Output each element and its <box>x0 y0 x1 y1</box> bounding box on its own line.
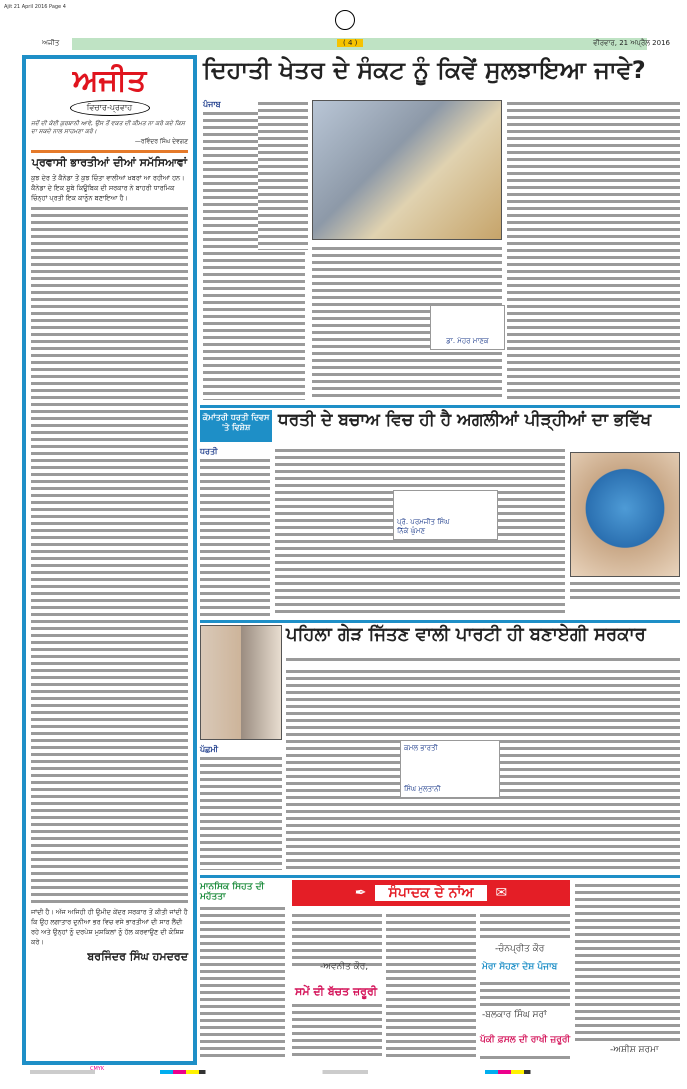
article3-dropword: ਪੱਛਮੀ <box>200 745 219 754</box>
article3-subline <box>286 656 680 662</box>
letter-body <box>292 1002 382 1060</box>
section-name: ਅਜੀਤ <box>42 39 60 47</box>
quote-author: —ਰਵਿੰਦਰ ਸਿੰਘ ਦੇਵਗਣ <box>134 138 188 145</box>
article1-photo <box>312 100 502 240</box>
article1-body <box>507 100 680 400</box>
letter-title: ਸਮੇਂ ਦੀ ਬੱਚਤ ਜ਼ਰੂਰੀ <box>295 985 378 998</box>
article1-byline <box>430 305 505 350</box>
editorial-closing: ਜਾਂਦੀ ਹੈ। ਅੱਜ ਅਜਿਹੀ ਹੀ ਉਮੀਦ ਕੇਂਦਰ ਸਰਕਾਰ ਤੋਂ ਕੀਤੀ ਜਾਂਦੀ ਹੈ ਕਿ ਉਹ ਲਗਾਤਾਰ ਦੁਨੀਆ ਭਰ ਵਿਚ ਵਸੇ ਭਾਰਤੀਆਂ ਦੀ ਸਾਰ ਲੈਂਦੀ ਰਹੇ ਅਤੇ ਉਨ੍ਹਾਂ ਨੂੰ ਦਰਪੇਸ਼ ਮੁਸ਼ਕਿਲਾਂ ਨੂੰ ਹੱਲ ਕਰਵਾਉਣ ਦੀ ਕੋਸ਼ਿਸ਼ ਕਰੇ। <box>31 907 188 946</box>
registration-mark-icon <box>335 10 355 30</box>
mental-health-title: ਮਾਨਸਿਕ ਸਿਹਤ ਦੀ ਮਹੱਤਤਾ <box>200 882 265 902</box>
editorial-box <box>22 55 197 1065</box>
letter-body <box>575 882 680 1042</box>
page-header-strip <box>22 38 680 50</box>
divider <box>200 620 680 623</box>
mental-health-body <box>200 905 285 1060</box>
article3-headline: ਪਹਿਲਾ ਗੇੜ ਜਿੱਤਣ ਵਾਲੀ ਪਾਰਟੀ ਹੀ ਬਣਾਏਗੀ ਸਰਕਾਰ <box>286 624 646 645</box>
article2-dropword: ਧਰਤੀ <box>200 447 218 456</box>
letters-banner-title: ਸੰਪਾਦਕ ਦੇ ਨਾਂਅ <box>375 885 488 901</box>
issue-date: ਵੀਰਵਾਰ, 21 ਅਪ੍ਰੈਲ 2016 <box>593 39 670 47</box>
letter-signature: -ਬਲਕਾਰ ਸਿੰਘ ਸਰਾਂ <box>482 1010 547 1020</box>
pen-icon: ✒ <box>354 885 367 901</box>
earth-day-kicker: ਕੌਮਾਂਤਰੀ ਧਰਤੀ ਦਿਵਸ 'ਤੇ ਵਿਸ਼ੇਸ਼ <box>200 410 272 442</box>
cmyk-label: CMYK <box>90 1066 105 1072</box>
article2-body <box>200 457 270 617</box>
article1-headline: ਦਿਹਾਤੀ ਖੇਤਰ ਦੇ ਸੰਕਟ ਨੂੰ ਕਿਵੇਂ ਸੁਲਝਾਇਆ ਜਾਵੇ? <box>203 56 646 84</box>
editorial-author: ਬਰਜਿੰਦਰ ਸਿੰਘ ਹਮਦਰਦ <box>87 949 188 963</box>
article2-headline: ਧਰਤੀ ਦੇ ਬਚਾਅ ਵਿਚ ਹੀ ਹੈ ਅਗਲੀਆਂ ਪੀੜ੍ਹੀਆਂ ਦਾ ਭਵਿੱਖ <box>278 410 652 430</box>
article1-dropword: ਪੰਜਾਬ <box>203 100 221 109</box>
article2-photo <box>570 452 680 577</box>
divider <box>200 405 680 408</box>
letters-banner <box>292 880 570 906</box>
editorial-lead: ਕੁਝ ਦੇਰ ਤੋਂ ਕੈਨੇਡਾ ਤੋਂ ਕੁਝ ਚਿੰਤਾ ਵਾਲੀਆਂ ਖ਼ਬਰਾਂ ਆ ਰਹੀਆਂ ਹਨ। ਕੈਨੇਡਾ ਦੇ ਇਕ ਸੂਬੇ ਕਿਊਬਿਕ ਦੀ ਸਰਕਾਰ ਨੇ ਬਾਹਰੀ ਧਾਰਮਿਕ ਚਿੰਨ੍ਹਾਂ ਪ੍ਰਤੀ ਇਕ ਕਾਨੂੰਨ ਬਣਾਇਆ ਹੈ। <box>31 173 185 202</box>
editorial-title: ਪ੍ਰਵਾਸੀ ਭਾਰਤੀਆਂ ਦੀਆਂ ਸਮੱਸਿਆਵਾਂ <box>31 156 188 169</box>
byline-name: ਸਿੰਘ ਮੁਲਤਾਨੀ <box>404 785 441 793</box>
page-number: ( 4 ) <box>337 39 363 47</box>
letter-body <box>480 1054 570 1062</box>
letter-signature: -ਅਵਨੀਤ ਕੌਰ, <box>320 962 369 972</box>
article2-byline <box>393 490 498 540</box>
letter-body <box>480 912 570 942</box>
article2-body <box>570 580 680 600</box>
letter-body <box>292 912 382 967</box>
article1-body <box>258 100 308 250</box>
quote: ਜਦੋਂ ਦੀ ਕੋਈ ਕੁਰਬਾਨੀ ਆਵੇ, ਉਸ ਤੋਂ ਵਕਤ ਦੀ ਕੀਮਤ ਨਾ ਕਰੋ ਕਦੇ ਕਿਸ ਦਾ ਸਕਦੇ ਨਾਲ ਸਾਹਮਣਾ ਕਰੋ। <box>31 120 185 135</box>
letter-body <box>480 980 570 1008</box>
letter-signature: -ਅਸ਼ੀਸ਼ ਸ਼ਰਮਾ <box>610 1045 659 1055</box>
envelope-icon: ✉ <box>495 885 508 901</box>
byline-name: ਡਾ. ਮੇਹਰ ਮਾਣਕ <box>446 337 489 345</box>
print-slug: Ajit 21 April 2016 Page 4 <box>4 4 66 10</box>
editorial-body <box>31 205 188 905</box>
article3-byline <box>400 740 500 798</box>
ajit-logo: ਅਜੀਤ <box>72 63 147 98</box>
divider <box>200 875 680 878</box>
article3-body <box>200 755 282 870</box>
letter-body <box>386 912 476 1060</box>
divider <box>31 150 188 153</box>
article3-photo <box>200 625 282 740</box>
letter-title: ਮੇਰਾ ਸੋਹਣਾ ਦੇਸ਼ ਪੰਜਾਬ <box>482 962 558 972</box>
letter-signature: -ਚੰਨਪ੍ਰੀਤ ਕੌਰ <box>495 944 545 954</box>
letter-title: ਪੱਕੀ ਫ਼ਸਲ ਦੀ ਰਾਖੀ ਜ਼ਰੂਰੀ <box>480 1035 571 1045</box>
color-bar <box>30 1070 680 1074</box>
byline-name: ਕਮਲ ਭਾਰਤੀ <box>404 744 438 752</box>
vichar-badge: ਵਿਚਾਰ-ਪ੍ਰਵਾਹ <box>70 100 150 116</box>
byline-name: ਪ੍ਰੋ. ਪਰਮਜੀਤ ਸਿੰਘ ਨਿੱਕੇ ਘੁੰਮਣ <box>397 518 450 535</box>
